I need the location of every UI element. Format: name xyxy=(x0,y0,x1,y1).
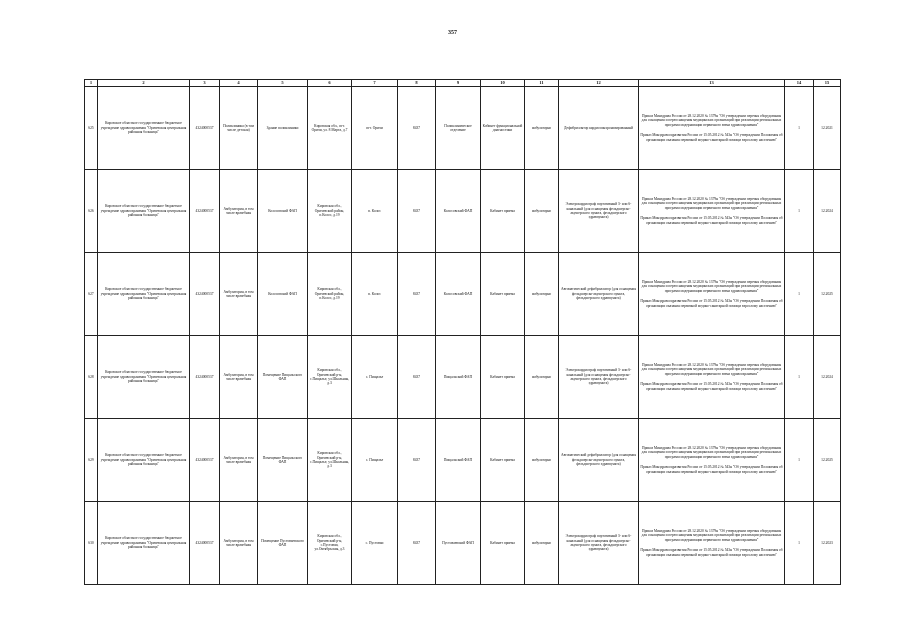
cell-quantity: 1 xyxy=(785,170,814,253)
cell-building: Колосовский ФАП xyxy=(258,253,308,336)
cell-building: Колосовский ФАП xyxy=(258,170,308,253)
cell-care-type: амбулаторно xyxy=(525,419,559,502)
column-header: 5 xyxy=(258,80,308,87)
basis-order-2: Приказ Минздравсоцразвития России от 15.05.2012 № 543н "Об утверждении Положения об организации оказания первичной медико-санитарной помощи взрослому населению" xyxy=(640,465,783,474)
cell-unit: Пустоваевский ФАП xyxy=(436,502,481,585)
cell-equipment: Электрокардиограф портативный 3- или 6-канальный (для оснащения фельдшерско-акушерского пункта, фельдшерского здравпункта) xyxy=(559,170,639,253)
table-row xyxy=(85,336,841,419)
cell-basis xyxy=(639,419,785,502)
cell-quantity: 1 xyxy=(785,87,814,170)
cell-room: Кабинет приема xyxy=(481,253,525,336)
cell-code: 8437 xyxy=(398,502,436,585)
cell-row-number: 625 xyxy=(85,87,98,170)
cell-unit: Пищальский ФАП xyxy=(436,419,481,502)
cell-locality: с. Пищалье xyxy=(352,419,398,502)
table-row xyxy=(85,253,841,336)
cell-inn: 4324000537 xyxy=(190,419,220,502)
basis-order-1: Приказ Минздрава России от 28.12.2020 № 1379н "Об утверждении перечня оборудования для оснащения и переоснащения медицинских организаций при реализации региональных программ модернизации первичного звена здравоохранения" xyxy=(641,528,782,542)
table-row xyxy=(85,502,841,585)
cell-date: 12.2021 xyxy=(814,87,841,170)
cell-row-number: 626 xyxy=(85,170,98,253)
cell-row-number: 630 xyxy=(85,502,98,585)
cell-inn: 4324000537 xyxy=(190,87,220,170)
cell-organization: Кировское областное государственное бюджетное учреждение здравоохранения "Оричевская центральная районная больница" xyxy=(98,253,190,336)
basis-order-2: Приказ Минздравсоцразвития России от 15.05.2012 № 543н "Об утверждении Положения об организации оказания первичной медико-санитарной помощи взрослому населению" xyxy=(640,216,783,225)
cell-row-number: 629 xyxy=(85,419,98,502)
basis-order-2: Приказ Минздравсоцразвития России от 15.05.2012 № 543н "Об утверждении Положения об организации оказания первичной медико-санитарной помощи взрослому населению" xyxy=(640,382,783,391)
cell-quantity: 1 xyxy=(785,502,814,585)
cell-date: 12.2025 xyxy=(814,253,841,336)
cell-locality: п. Колос xyxy=(352,253,398,336)
cell-building: Помещение Пустоваевского ФАП xyxy=(258,502,308,585)
column-header: 7 xyxy=(352,80,398,87)
cell-date: 12.2025 xyxy=(814,419,841,502)
cell-room-type: Поликлиника (в том числе детская) xyxy=(220,87,258,170)
cell-basis xyxy=(639,336,785,419)
cell-code: 8437 xyxy=(398,419,436,502)
cell-room: Кабинет приема xyxy=(481,170,525,253)
cell-room: Кабинет приема xyxy=(481,502,525,585)
cell-date: 12.2024 xyxy=(814,336,841,419)
cell-inn: 4324000537 xyxy=(190,502,220,585)
cell-care-type: амбулаторно xyxy=(525,87,559,170)
cell-quantity: 1 xyxy=(785,419,814,502)
column-header: 8 xyxy=(398,80,436,87)
column-header: 2 xyxy=(98,80,190,87)
cell-care-type: амбулаторно xyxy=(525,170,559,253)
cell-quantity: 1 xyxy=(785,253,814,336)
cell-equipment: Электрокардиограф портативный 3- или 6-канальный (для оснащения фельдшерско-акушерского пункта, фельдшерского здравпункта) xyxy=(559,502,639,585)
cell-care-type: амбулаторно xyxy=(525,336,559,419)
cell-locality: пгт. Оричи xyxy=(352,87,398,170)
cell-building: Здание поликлиники xyxy=(258,87,308,170)
cell-organization: Кировское областное государственное бюджетное учреждение здравоохранения "Оричевская центральная районная больница" xyxy=(98,170,190,253)
cell-room-type: Амбулатория, в том числе врачебная xyxy=(220,419,258,502)
cell-date: 12.2023 xyxy=(814,502,841,585)
cell-unit: Пищальский ФАП xyxy=(436,336,481,419)
cell-inn: 4324000537 xyxy=(190,336,220,419)
cell-address: Кировская обл., пгт. Оричи, ул. 8 Марта, д.7 xyxy=(308,87,352,170)
cell-room-type: Амбулатория, в том числе врачебная xyxy=(220,502,258,585)
cell-unit: Колосовский ФАП xyxy=(436,253,481,336)
table-row xyxy=(85,87,841,170)
cell-inn: 4324000537 xyxy=(190,253,220,336)
cell-room-type: Амбулатория, в том числе врачебная xyxy=(220,253,258,336)
cell-basis xyxy=(639,253,785,336)
column-header: 13 xyxy=(639,80,785,87)
column-header: 9 xyxy=(436,80,481,87)
basis-order-1: Приказ Минздрава России от 28.12.2020 № 1379н "Об утверждении перечня оборудования для оснащения и переоснащения медицинских организаций при реализации региональных программ модернизации первичного звена здравоохранения" xyxy=(641,196,782,210)
basis-order-1: Приказ Минздрава России от 28.12.2020 № 1379н "Об утверждении перечня оборудования для оснащения и переоснащения медицинских организаций при реализации региональных программ модернизации первичного звена здравоохранения" xyxy=(641,362,782,376)
cell-locality: с. Пустоваи xyxy=(352,502,398,585)
column-header: 12 xyxy=(559,80,639,87)
cell-care-type: амбулаторно xyxy=(525,253,559,336)
cell-equipment: Электрокардиограф портативный 3- или 6-канальный (для оснащения фельдшерско-акушерского пункта, фельдшерского здравпункта) xyxy=(559,336,639,419)
basis-order-1: Приказ Минздрава России от 28.12.2020 № 1379н "Об утверждении перечня оборудования для оснащения и переоснащения медицинских организаций при реализации региональных программ модернизации первичного звена здравоохранения" xyxy=(641,279,782,293)
cell-unit: Поликлиническое отделение xyxy=(436,87,481,170)
cell-organization: Кировское областное государственное бюджетное учреждение здравоохранения "Оричевская центральная районная больница" xyxy=(98,419,190,502)
cell-code: 8437 xyxy=(398,253,436,336)
basis-order-2: Приказ Минздравсоцразвития России от 15.05.2012 № 543н "Об утверждении Положения об организации оказания первичной медико-санитарной помощи взрослому населению" xyxy=(640,133,783,142)
column-header: 15 xyxy=(814,80,841,87)
cell-locality: с. Пищалье xyxy=(352,336,398,419)
cell-basis xyxy=(639,170,785,253)
basis-order-1: Приказ Минздрава России от 28.12.2020 № 1379н "Об утверждении перечня оборудования для оснащения и переоснащения медицинских организаций при реализации региональных программ модернизации первичного звена здравоохранения" xyxy=(641,113,782,127)
cell-code: 8437 xyxy=(398,170,436,253)
cell-address: Кировская обл., Оричевский район, п.Колос, д.19 xyxy=(308,170,352,253)
cell-equipment: Автоматический дефибриллятор (для оснащения фельдшерско-акушерского пункта, фельдшерского здравпункта) xyxy=(559,253,639,336)
cell-organization: Кировское областное государственное бюджетное учреждение здравоохранения "Оричевская центральная районная больница" xyxy=(98,336,190,419)
cell-room-type: Амбулатория, в том числе врачебная xyxy=(220,170,258,253)
cell-room: Кабинет функциональной диагностики xyxy=(481,87,525,170)
cell-address: Кировская обл., Оричевский р-н, с.Пустоваи, ул.Октябрьская, д.3 xyxy=(308,502,352,585)
basis-order-2: Приказ Минздравсоцразвития России от 15.05.2012 № 543н "Об утверждении Положения об организации оказания первичной медико-санитарной помощи взрослому населению" xyxy=(640,299,783,308)
cell-quantity: 1 xyxy=(785,336,814,419)
cell-equipment: Автоматический дефибриллятор (для оснащения фельдшерско-акушерского пункта, фельдшерского здравпункта) xyxy=(559,419,639,502)
cell-care-type: амбулаторно xyxy=(525,502,559,585)
table-row xyxy=(85,419,841,502)
cell-address: Кировская обл., Оричевский район, п.Колос, д.19 xyxy=(308,253,352,336)
cell-room: Кабинет приема xyxy=(481,419,525,502)
cell-locality: п. Колос xyxy=(352,170,398,253)
cell-organization: Кировское областное государственное бюджетное учреждение здравоохранения "Оричевская центральная районная больница" xyxy=(98,87,190,170)
column-header: 14 xyxy=(785,80,814,87)
column-header: 4 xyxy=(220,80,258,87)
column-header: 3 xyxy=(190,80,220,87)
basis-order-1: Приказ Минздрава России от 28.12.2020 № 1379н "Об утверждении перечня оборудования для оснащения и переоснащения медицинских организаций при реализации региональных программ модернизации первичного звена здравоохранения" xyxy=(641,445,782,459)
cell-code: 8437 xyxy=(398,336,436,419)
cell-inn: 4324000537 xyxy=(190,170,220,253)
column-header: 1 xyxy=(85,80,98,87)
cell-row-number: 627 xyxy=(85,253,98,336)
cell-date: 12.2024 xyxy=(814,170,841,253)
cell-room: Кабинет приема xyxy=(481,336,525,419)
basis-order-2: Приказ Минздравсоцразвития России от 15.05.2012 № 543н "Об утверждении Положения об организации оказания первичной медико-санитарной помощи взрослому населению" xyxy=(640,548,783,557)
equipment-table xyxy=(84,79,841,585)
cell-code: 8437 xyxy=(398,87,436,170)
column-number-row xyxy=(85,80,841,87)
cell-organization: Кировское областное государственное бюджетное учреждение здравоохранения "Оричевская центральная районная больница" xyxy=(98,502,190,585)
cell-building: Помещение Пищальского ФАП xyxy=(258,336,308,419)
page-number: 357 xyxy=(448,30,457,36)
column-header: 10 xyxy=(481,80,525,87)
cell-address: Кировская обл., Оричевский р-н, с.Пищалье, ул.Школьная, д.3 xyxy=(308,419,352,502)
cell-basis xyxy=(639,87,785,170)
cell-row-number: 628 xyxy=(85,336,98,419)
cell-equipment: Дефибриллятор кардиосинхронизированный xyxy=(559,87,639,170)
cell-basis xyxy=(639,502,785,585)
cell-unit: Колосовский ФАП xyxy=(436,170,481,253)
table-row xyxy=(85,170,841,253)
cell-building: Помещение Пищальского ФАП xyxy=(258,419,308,502)
cell-address: Кировская обл., Оричевский р-н, с.Пищалье, ул.Школьная, д.3 xyxy=(308,336,352,419)
column-header: 11 xyxy=(525,80,559,87)
column-header: 6 xyxy=(308,80,352,87)
cell-room-type: Амбулатория, в том числе врачебная xyxy=(220,336,258,419)
